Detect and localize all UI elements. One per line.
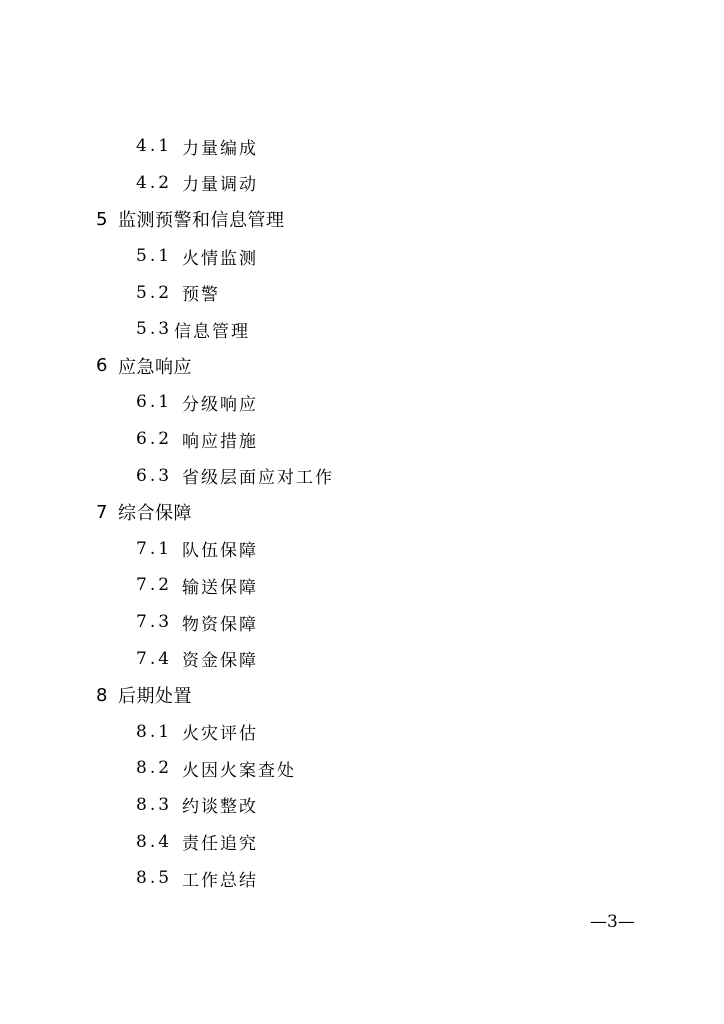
toc-number: 6.2 xyxy=(136,429,173,450)
toc-label: 信息管理 xyxy=(174,321,251,342)
toc-number: 8.5 xyxy=(136,868,173,889)
toc-label: 资金保障 xyxy=(182,651,259,672)
toc-section-8-1 xyxy=(0,714,724,751)
toc-section-8-2 xyxy=(0,750,724,787)
toc-label: 物资保障 xyxy=(182,614,259,635)
toc-number: 8 xyxy=(96,684,108,706)
toc-section-4-2 xyxy=(0,165,724,202)
toc-number: 8.4 xyxy=(136,831,173,852)
toc-section-7-1 xyxy=(0,531,724,568)
toc-label: 工作总结 xyxy=(182,870,259,891)
toc-label: 分级响应 xyxy=(182,394,259,415)
toc-chapter-7 xyxy=(0,494,724,531)
toc-number: 8.1 xyxy=(136,721,173,742)
toc-label: 火灾评估 xyxy=(182,724,259,745)
toc-number: 5 xyxy=(96,208,108,230)
toc-number: 5.1 xyxy=(136,246,173,267)
toc-label: 输送保障 xyxy=(182,577,259,598)
toc-number: 5.3 xyxy=(136,319,173,340)
toc-number: 6.3 xyxy=(136,465,173,486)
toc-chapter-5 xyxy=(0,201,724,238)
toc-section-6-3 xyxy=(0,457,724,494)
toc-number: 8.2 xyxy=(136,758,173,779)
toc-section-7-2 xyxy=(0,567,724,604)
toc-section-8-5 xyxy=(0,860,724,897)
toc-label: 监测预警和信息管理 xyxy=(117,210,285,232)
toc-chapter-8 xyxy=(0,677,724,714)
toc-label: 队伍保障 xyxy=(182,541,259,562)
toc-label: 火因火案查处 xyxy=(182,760,297,781)
toc-number: 7.2 xyxy=(136,575,173,596)
toc-number: 4.1 xyxy=(136,136,173,157)
toc-number: 7.1 xyxy=(136,538,173,559)
toc-label: 综合保障 xyxy=(117,503,192,525)
toc-label: 省级层面应对工作 xyxy=(182,468,335,489)
toc-label: 火情监测 xyxy=(182,248,259,269)
toc-section-5-1 xyxy=(0,238,724,275)
toc-section-6-1 xyxy=(0,384,724,421)
toc-section-6-2 xyxy=(0,421,724,458)
page-number: —3— xyxy=(590,912,635,932)
toc-label: 力量编成 xyxy=(182,138,259,159)
toc-label: 后期处置 xyxy=(117,686,192,708)
toc-number: 6.1 xyxy=(136,392,173,413)
table-of-contents xyxy=(0,128,724,896)
toc-number: 7.3 xyxy=(136,612,173,633)
toc-label: 预警 xyxy=(182,285,221,306)
toc-section-8-3 xyxy=(0,787,724,824)
toc-number: 8.3 xyxy=(136,794,173,815)
toc-label: 约谈整改 xyxy=(182,797,259,818)
toc-section-8-4 xyxy=(0,823,724,860)
toc-label: 责任追究 xyxy=(182,834,259,855)
toc-section-7-4 xyxy=(0,640,724,677)
toc-section-7-3 xyxy=(0,604,724,641)
toc-section-5-3 xyxy=(0,311,724,348)
toc-number: 7.4 xyxy=(136,648,173,669)
toc-label: 应急响应 xyxy=(117,356,192,378)
toc-label: 力量调动 xyxy=(182,175,259,196)
toc-number: 4.2 xyxy=(136,172,173,193)
toc-chapter-6 xyxy=(0,348,724,385)
toc-section-4-1 xyxy=(0,128,724,165)
toc-label: 响应措施 xyxy=(182,431,259,452)
toc-number: 7 xyxy=(96,501,108,523)
toc-number: 6 xyxy=(96,355,108,377)
toc-section-5-2 xyxy=(0,274,724,311)
toc-number: 5.2 xyxy=(136,282,173,303)
